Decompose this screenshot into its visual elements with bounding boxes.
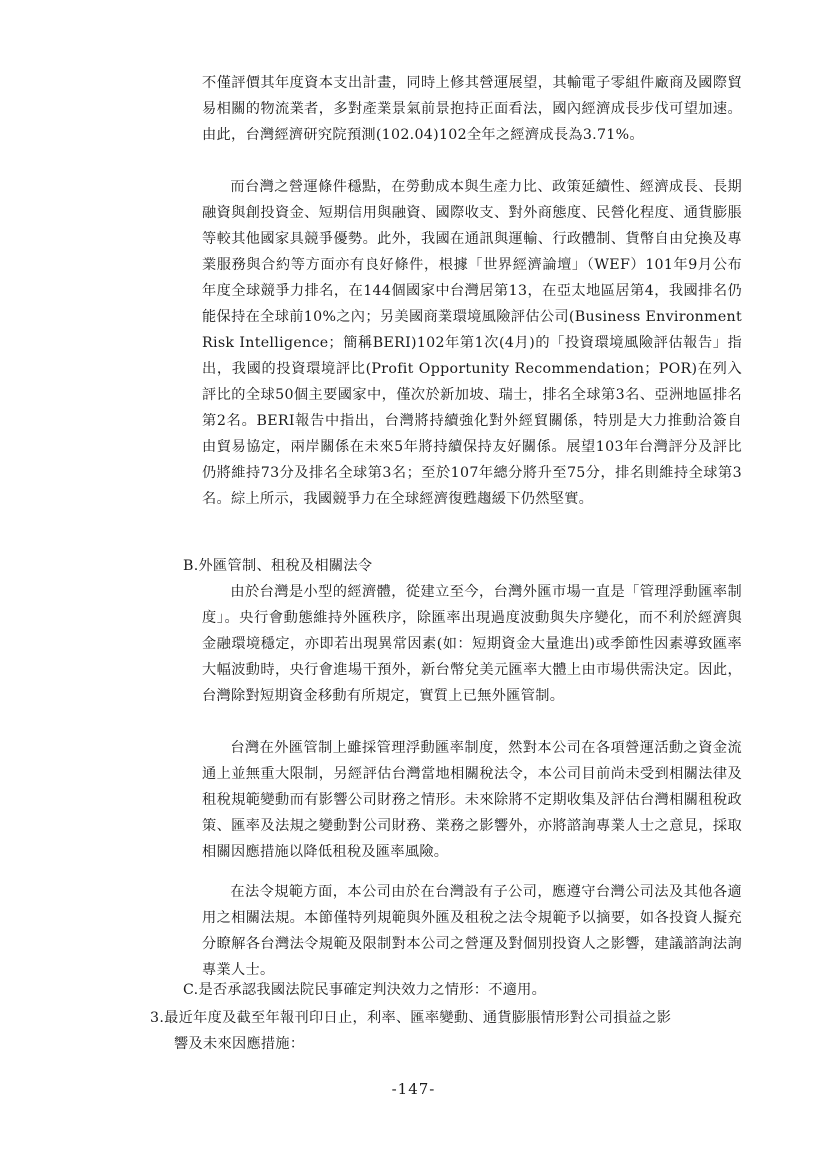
heading-section-3-line-1: 3.最近年度及截至年報刊印日止，利率、匯率變動、通貨膨脹情形對公司損益之影 (150, 1010, 672, 1026)
heading-section-3-line-2: 響及未來因應措施： (174, 1036, 305, 1052)
heading-b-foreign-exchange-tax-laws: B.外匯管制、租稅及相關法令 (183, 558, 373, 574)
paragraph-economic-growth-forecast: 不僅評價其年度資本支出計畫，同時上修其營運展望，其輸電子零組件廠商及國際貿易相關的物流業者，多對產業景氣前景抱持正面看法，國內經濟成長步伐可望加速。由此，台灣經濟研究院預測(102.04)102全年之經濟成長為3.71%。 (202, 75, 742, 143)
paragraph-legal-regulations: 在法令規範方面，本公司由於在台灣設有子公司，應遵守台灣公司法及其他各適用之相關法規。本節僅特列規範與外匯及租稅之法令規範予以摘要，如各投資人擬充分瞭解各台灣法令規範及限制對本公司之營運及對個別投資人之影響，建議諮詢法詢專業人士。 (202, 884, 742, 978)
page-number: -147- (391, 1080, 436, 1098)
paragraph-managed-floating-rate: 由於台灣是小型的經濟體，從建立至今，台灣外匯市場一直是「管理浮動匯率制度」。央行會動態維持外匯秩序，除匯率出現過度波動與失序變化，而不利於經濟與金融環境穩定，亦即若出現異常因素(如：短期資金大量進出)或季節性因素導致匯率大幅波動時，央行會進場干預外，新台幣兌美元匯率大體上由市場供需決定。因此，台灣除對短期資金移動有所規定，實質上已無外匯管制。 (202, 584, 742, 704)
heading-c-civil-judgment-recognition: C.是否承認我國法院民事確定判決效力之情形：不適用。 (183, 982, 547, 998)
paragraph-exchange-control-impact: 台灣在外匯管制上雖採管理浮動匯率制度，然對本公司在各項營運活動之資金流通上並無重大限制，另經評估台灣當地相關稅法令，本公司目前尚未受到相關法律及租稅規範變動而有影響公司財務之情形。未來除將不定期收集及評估台灣相關租稅政策、匯率及法規之變動對公司財務、業務之影響外，亦將諮詢專業人士之意見，採取相關因應措施以降低租稅及匯率風險。 (202, 740, 742, 860)
paragraph-competitiveness: 而台灣之營運條件穩點，在勞動成本與生產力比、政策延續性、經濟成長、長期融資與創投資金、短期信用與融資、國際收支、對外商態度、民營化程度、通貨膨脹等較其他國家具競爭優勢。此外，我國在通訊與運輸、行政體制、貨幣自由兌換及專業服務與合約等方面亦有良好條件，根據「世界經濟論壇」（WEF）101年9月公布年度全球競爭力排名，在144個國家中台灣居第13，在亞太地區居第4，我國排名仍能保持在全球前10%之內；另美國商業環境風險評估公司(Business Environment Risk Intelligence；簡稱BERI)102年第1次(4月)的「投資環境風險評估報告」指出，我國的投資環境評比(Profit Opportunity Recommendation；POR)在列入評比的全球50個主要國家中，僅次於新加坡、瑞士，排名全球第3名、亞洲地區排名第2名。BERI報告中指出，台灣將持續強化對外經貿關係，特別是大力推動洽簽自由貿易協定，兩岸關係在未來5年將持續保持友好關係。展望103年台灣評分及評比仍將維持73分及排名全球第3名；至於107年總分將升至75分，排名則維持全球第3名。綜上所示，我國競爭力在全球經濟復甦趨緩下仍然堅實。 (202, 179, 742, 507)
